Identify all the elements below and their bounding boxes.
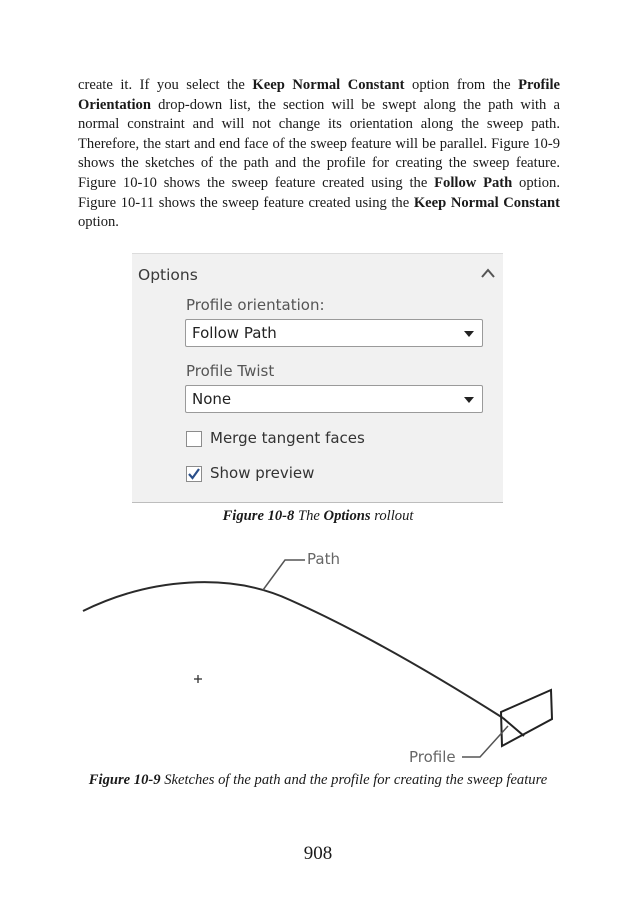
options-rollout [132,253,503,503]
page-number: 908 [303,843,333,864]
caption-text: Sketches of the path and the profile for creating the sweep feature [160,772,548,788]
body-paragraph [78,76,560,233]
paragraph-text: option. [78,214,119,231]
caption-bold: Options [323,508,371,524]
bold-term: Profile Orientation [78,77,560,113]
merge-tangent-faces-label: Merge tangent faces [210,429,365,447]
chevron-up-icon[interactable] [481,268,495,278]
profile-orientation-value: Follow Path [192,324,277,342]
caption-text: The [294,508,324,524]
path-leader-line [263,560,305,590]
paragraph-text: create it. If you select the [78,77,253,93]
paragraph-text: drop-down list, the section will be swept along the path with a normal constraint and will not change its orientation along the sweep path. Therefore, the start and end face of the sweep feature will be parallel. Figure 10-9 shows the sketches of the path and the profile for creating the sweep feature. Figure 10-10 shows the sweep feature created using the [78,96,560,191]
caption-number: Figure 10-8 [222,508,295,524]
profile-sketch [501,690,552,746]
figure-10-9-caption [80,771,556,791]
caption-number: Figure 10-9 [88,772,161,788]
path-profile-sketch [0,540,636,775]
profile-orientation-select[interactable] [185,319,483,347]
rollout-title: Options [138,266,198,284]
dropdown-arrow-icon [464,397,474,403]
profile-twist-label: Profile Twist [186,362,275,380]
profile-label: Profile [409,748,456,766]
show-preview-label: Show preview [210,464,315,482]
caption-text: rollout [370,508,414,524]
figure-10-8-caption [0,508,636,525]
dropdown-arrow-icon [464,331,474,337]
merge-tangent-faces-checkbox[interactable] [186,431,202,447]
bold-term: Follow Path [434,174,513,191]
sweep-path-curve [83,582,503,718]
profile-twist-select[interactable] [185,385,483,413]
bold-term: Keep Normal Constant [252,77,405,93]
paragraph-text: option. Figure 10-11 shows the sweep feature created using the [78,174,560,211]
show-preview-checkbox[interactable] [186,466,202,482]
origin-point-marker [194,675,202,683]
paragraph-text: option from the [404,77,519,93]
profile-twist-value: None [192,390,232,408]
profile-orientation-label: Profile orientation: [186,296,325,314]
bold-term: Keep Normal Constant [413,194,561,211]
path-label: Path [307,550,340,568]
checkmark-icon [187,467,201,481]
